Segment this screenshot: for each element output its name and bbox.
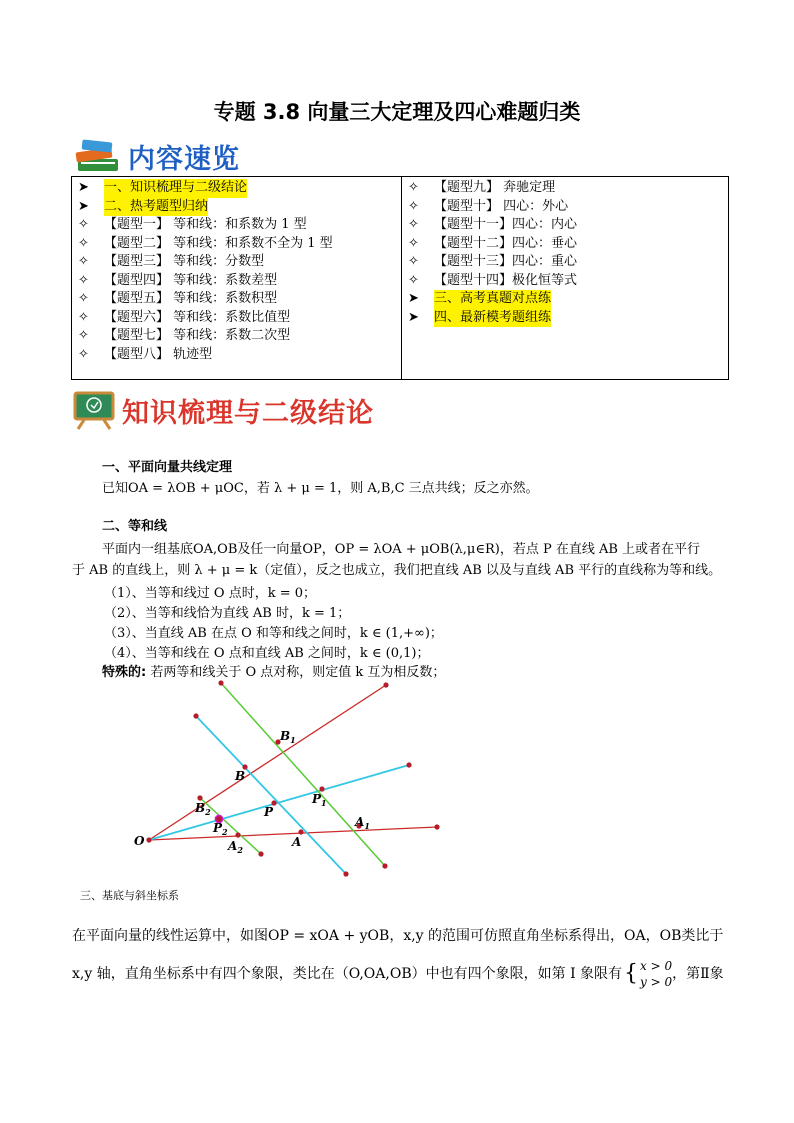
toc-item-label: 【题型三】 等和线：分数型	[104, 254, 265, 269]
label-A2-sub: 2	[237, 845, 243, 855]
toc-item-label: 【题型十一】四心：内心	[434, 217, 578, 232]
star-bullet-icon: ✧	[408, 198, 419, 214]
quadrant-conditions	[640, 958, 672, 990]
toc-item-label: 【题型八】 轨迹型	[104, 346, 213, 362]
oblique-text-2	[72, 958, 724, 990]
star-bullet-icon: ✧	[78, 217, 89, 232]
toc-item-label: 二、热考题型归纳	[104, 198, 208, 217]
case-4: （4）、当等和线在 O 点和直线 AB 之间时，k ∈ (0,1)；	[104, 646, 430, 661]
heading-oblique-coordinates: 三、基底与斜坐标系	[80, 889, 179, 902]
case-3: （3）、当直线 AB 在点 O 和等和线之间时，k ∈ (1,+∞)；	[104, 626, 443, 641]
star-bullet-icon: ✧	[408, 180, 419, 195]
arrow-bullet-icon: ➤	[78, 180, 89, 195]
oblique-text-1: 在平面向量的线性运算中，如图OP = xOA + yOB，x,y 的范围可仿照直角坐标系得出，OA，OB类比于	[72, 928, 724, 944]
collinear-theorem-text: 已知OA = λOB + μOC，若 λ + μ = 1，则 A,B,C 三点共线；反之亦然。	[102, 481, 539, 496]
label-B: B	[235, 769, 246, 783]
point-O	[146, 837, 151, 842]
toc-item-label: 四、最新模考题组练	[434, 309, 551, 328]
label-A1-main: A	[355, 815, 365, 829]
heading-collinear-theorem: 一、平面向量共线定理	[102, 460, 233, 475]
star-bullet-icon: ✧	[408, 235, 419, 251]
toc-item-label: 【题型十三】四心：重心	[434, 254, 578, 269]
label-P2	[212, 821, 228, 837]
equal-sum-text-1: 平面内一组基底OA,OB及任一向量OP，OP = λOA + μOB(λ,μ∈R)，若点 P 在直线 AB 上或者在平行	[102, 542, 701, 557]
line-A1B1	[221, 683, 385, 866]
oblique-text-2a: x,y 轴，直角坐标系中有四个象限，类比在（O,OA,OB）中也有四个象限，如第 I 象限有	[72, 966, 623, 982]
star-bullet-icon: ✧	[78, 272, 89, 288]
label-P1	[311, 792, 327, 808]
label-A2	[227, 839, 243, 855]
case-1: （1）、当等和线过 O 点时，k = 0；	[104, 586, 316, 601]
star-bullet-icon: ✧	[78, 328, 89, 343]
toc-item-label: 三、高考真题对点练	[434, 290, 551, 309]
arrow-bullet-icon: ➤	[78, 198, 89, 214]
label-B1-sub: 1	[290, 735, 296, 745]
document-title: 专题 3.8 向量三大定理及四心难题归类	[213, 100, 581, 124]
label-B2	[194, 801, 211, 817]
star-bullet-icon: ✧	[78, 346, 89, 362]
heading-equal-sum-line: 二、等和线	[102, 519, 168, 534]
oblique-text-2b: ，第Ⅱ象	[672, 966, 724, 982]
label-P1-sub: 1	[321, 798, 327, 808]
case-2: （2）、当等和线恰为直线 AB 时，k = 1；	[104, 606, 351, 621]
label-P: P	[264, 805, 274, 819]
star-bullet-icon: ✧	[78, 254, 89, 269]
special-text: 若两等和线关于 O 点对称，则定值 k 互为相反数；	[150, 665, 446, 680]
toc-item-label: 【题型十二】四心：垂心	[434, 235, 578, 251]
special-label: 特殊的:	[102, 665, 147, 680]
endpoint-4	[406, 762, 411, 767]
endpoint-8	[258, 851, 263, 856]
endpoint-2	[218, 680, 223, 685]
endpoint-5	[434, 824, 439, 829]
point-B2	[197, 795, 202, 800]
label-B1-main: B	[280, 729, 291, 743]
label-A1-sub: 1	[364, 821, 370, 831]
endpoint-7	[382, 863, 387, 868]
endpoint-3	[383, 682, 388, 687]
label-A2-main: A	[228, 839, 238, 853]
toc-item-label: 【题型二】 等和线：和系数不全为 1 型	[104, 235, 333, 251]
equal-sum-text-2: 于 AB 的直线上，则 λ + μ = k（定值），反之也成立，我们把直线 AB 以及与直线 AB 平行的直线称为等和线。	[72, 563, 722, 578]
star-bullet-icon: ✧	[78, 309, 89, 325]
point-P1	[319, 786, 324, 791]
toc-item-label: 【题型十四】极化恒等式	[434, 272, 578, 288]
point-A2	[235, 832, 240, 837]
brace: {	[624, 961, 639, 986]
star-bullet-icon: ✧	[408, 272, 419, 288]
condition-x: x > 0	[640, 959, 673, 973]
arrow-bullet-icon: ➤	[408, 309, 419, 325]
star-bullet-icon: ✧	[78, 235, 89, 251]
toc-item-label: 【题型十】 四心：外心	[434, 198, 569, 214]
label-P2-sub: 2	[222, 827, 228, 837]
endpoint-1	[193, 713, 198, 718]
label-B2-sub: 2	[205, 807, 211, 817]
star-bullet-icon: ✧	[408, 217, 419, 232]
toc-item-label: 【题型七】 等和线：系数二次型	[104, 328, 291, 343]
label-P2-main: P	[213, 821, 223, 835]
star-bullet-icon: ✧	[78, 291, 89, 306]
toc-item-label: 【题型四】 等和线：系数差型	[104, 272, 278, 288]
banner-title: 内容速览	[128, 143, 240, 175]
label-P1-main: P	[312, 792, 322, 806]
label-B1	[279, 729, 296, 745]
label-B2-main: B	[195, 801, 206, 815]
condition-y: y > 0	[640, 975, 673, 989]
arrow-bullet-icon: ➤	[408, 291, 419, 306]
label-A1	[354, 815, 370, 831]
point-A	[298, 829, 303, 834]
star-bullet-icon: ✧	[408, 254, 419, 269]
banner-title: 知识梳理与二级结论	[122, 397, 374, 429]
label-A: A	[292, 835, 302, 849]
toc-item-label: 【题型九】 奔驰定理	[434, 180, 556, 195]
toc-item-label: 【题型五】 等和线：系数积型	[104, 291, 278, 306]
toc-item-label: 【题型一】 等和线：和系数为 1 型	[104, 217, 307, 232]
toc-item-label: 一、知识梳理与二级结论	[104, 179, 247, 198]
toc-item-label: 【题型六】 等和线：系数比值型	[104, 309, 291, 325]
endpoint-6	[343, 871, 348, 876]
label-O: O	[134, 834, 145, 848]
